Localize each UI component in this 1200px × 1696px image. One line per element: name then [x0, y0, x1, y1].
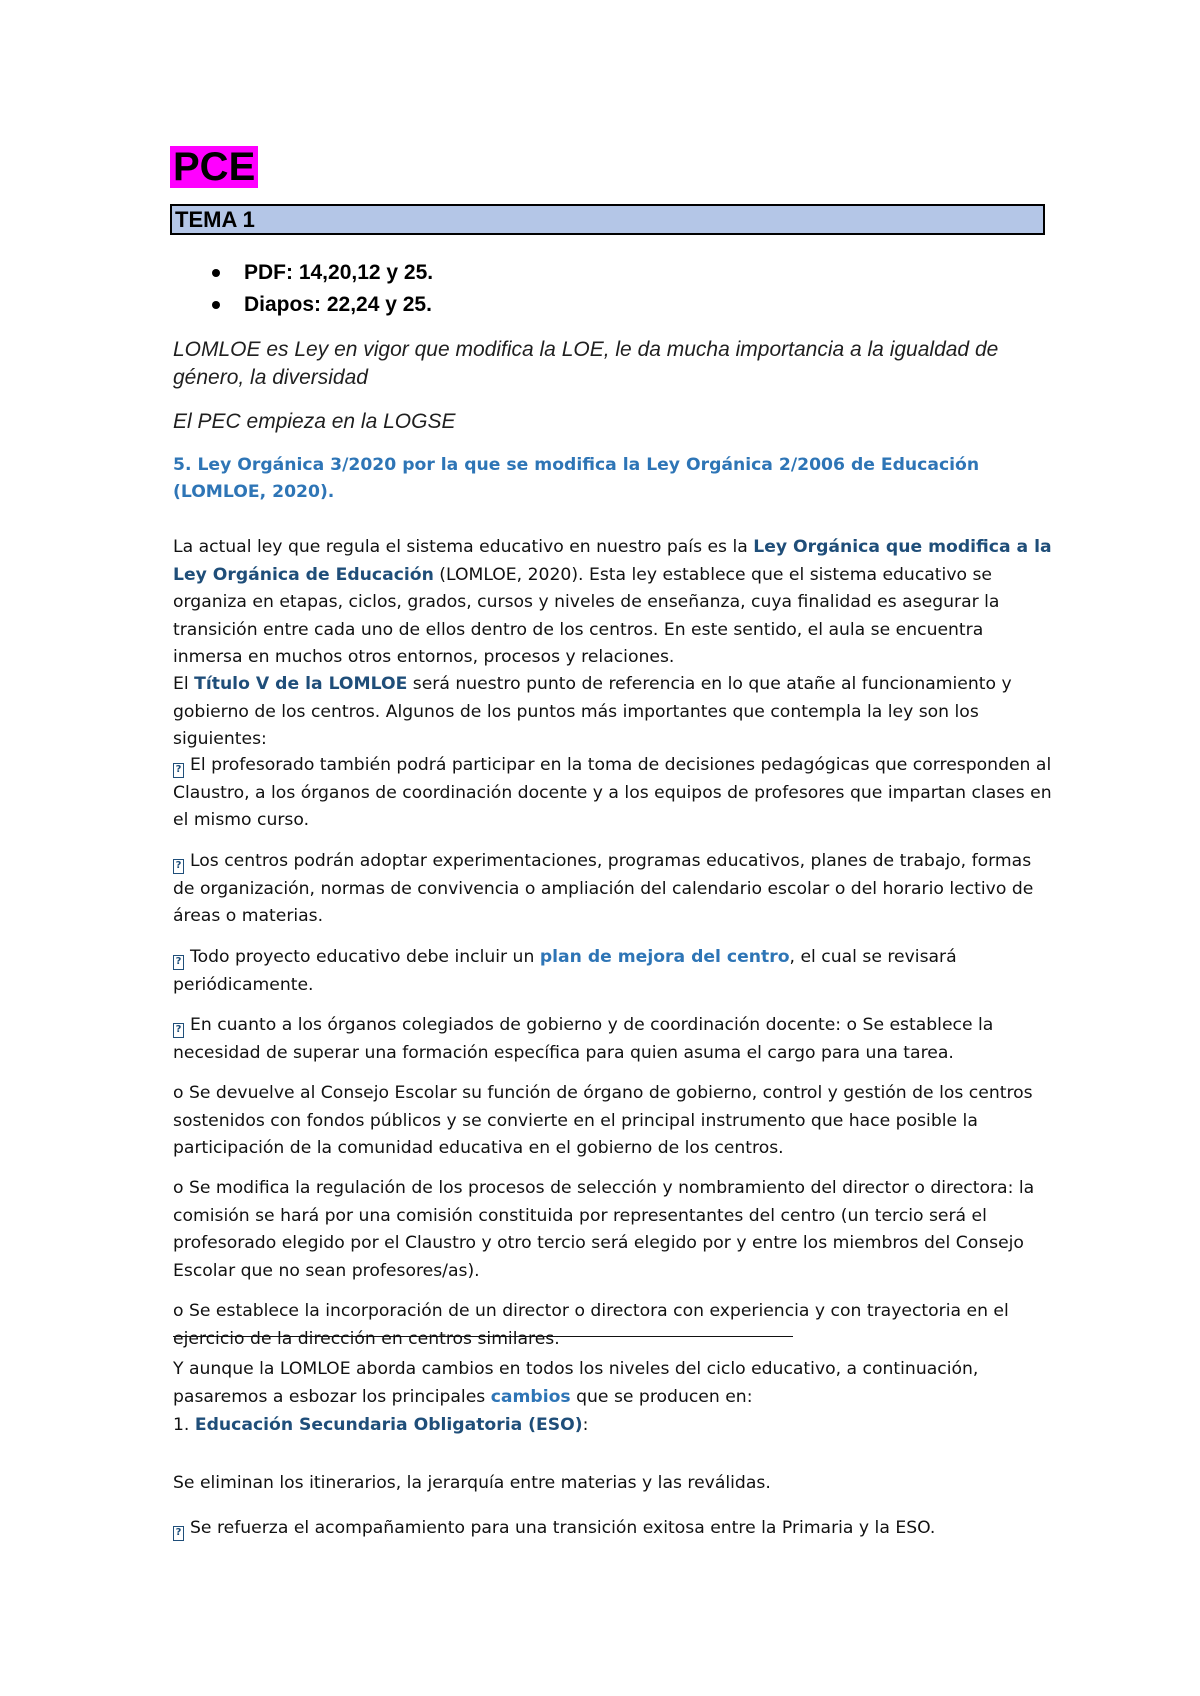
- list-item: ? Se refuerza el acompañamiento para una transición exitosa entre la Primaria y la ESO.: [173, 1515, 1053, 1543]
- list-item: o Se devuelve al Consejo Escolar su función de órgano de gobierno, control y gestión de los centros sostenidos con fondos públicos y se convierte en el principal instrumento que hace posible la participación de la comunidad educativa en el gobierno de los centros.: [173, 1083, 1033, 1158]
- paragraph: Y aunque la LOMLOE aborda cambios en todos los niveles del ciclo educativo, a continuación, pasaremos a esbozar los principales cambios que se producen en:: [173, 1359, 979, 1407]
- list-item: ? En cuanto a los órganos colegiados de gobierno y de coordinación docente: o Se establece la necesidad de superar una formación específica para quien asuma el cargo para una tarea.: [173, 1015, 994, 1063]
- checkbox-icon: ?: [173, 763, 184, 778]
- list-item: ? Todo proyecto educativo debe incluir un plan de mejora del centro, el cual se revisará periódicamente.: [173, 947, 957, 995]
- paragraph: La actual ley que regula el sistema educativo en nuestro país es la Ley Orgánica que modifica a la Ley Orgánica de Educación (LOMLOE, 2020). Esta ley establece que el sistema educativo se organiza en etapas, ciclos, grados, cursos y niveles de enseñanza, cuya finalidad es asegurar la transición entre cada uno de ellos dentro de los centros. En este sentido, el aula se encuentra inmersa en muchos otros entornos, procesos y relaciones.: [173, 537, 1052, 667]
- italic-note: LOMLOE es Ley en vigor que modifica la LOE, le da mucha importancia a la igualdad de género, la diversidad: [173, 338, 999, 389]
- checkbox-icon: ?: [173, 955, 184, 970]
- section-header: TEMA 1: [170, 204, 1045, 235]
- paragraph: Se eliminan los itinerarios, la jerarquía entre materias y las reválidas.: [173, 1473, 771, 1493]
- checkbox-icon: ?: [173, 1023, 184, 1038]
- bullet-icon: [212, 269, 220, 277]
- list-item: PDF: 14,20,12 y 25.: [212, 258, 433, 290]
- subsection-heading: 1. Educación Secundaria Obligatoria (ESO):: [173, 1415, 589, 1435]
- paragraph: El Título V de la LOMLOE será nuestro punto de referencia en lo que atañe al funcionamiento y gobierno de los centros. Algunos de los puntos más importantes que contempla la ley son los siguientes:: [173, 674, 1012, 749]
- list-item: ? El profesorado también podrá participar en la toma de decisiones pedagógicas que corresponden al Claustro, a los órganos de coordinación docente y a los equipos de profesores que impartan clases en el mismo curso.: [173, 755, 1052, 830]
- section-heading: 5. Ley Orgánica 3/2020 por la que se modifica la Ley Orgánica 2/2006 de Educación (LOMLOE, 2020).: [173, 455, 980, 502]
- checkbox-icon: ?: [173, 859, 184, 874]
- bullet-icon: [212, 301, 220, 309]
- list-item: o Se establece la incorporación de un director o directora con experiencia y con trayectoria en el ejercicio de la dirección en centros similares.: [173, 1301, 1009, 1349]
- bullet-list: [212, 258, 433, 322]
- list-item: o Se modifica la regulación de los procesos de selección y nombramiento del director o directora: la comisión se hará por una comisión constituida por representantes del centro (un tercio será el profesorado elegido por el Claustro y otro tercio será elegido por y entre los miembros del Consejo Escolar que no sean profesores/as).: [173, 1178, 1035, 1281]
- list-item: ? Los centros podrán adoptar experimentaciones, programas educativos, planes de trabajo, formas de organización, normas de convivencia o ampliación del calendario escolar o del horario lectivo de áreas o materias.: [173, 851, 1034, 926]
- checkbox-icon: ?: [173, 1526, 184, 1541]
- list-item: Diapos: 22,24 y 25.: [212, 290, 433, 322]
- divider: [173, 1336, 793, 1337]
- italic-note: El PEC empieza en la LOGSE: [173, 410, 456, 433]
- page-title: PCE: [170, 146, 258, 188]
